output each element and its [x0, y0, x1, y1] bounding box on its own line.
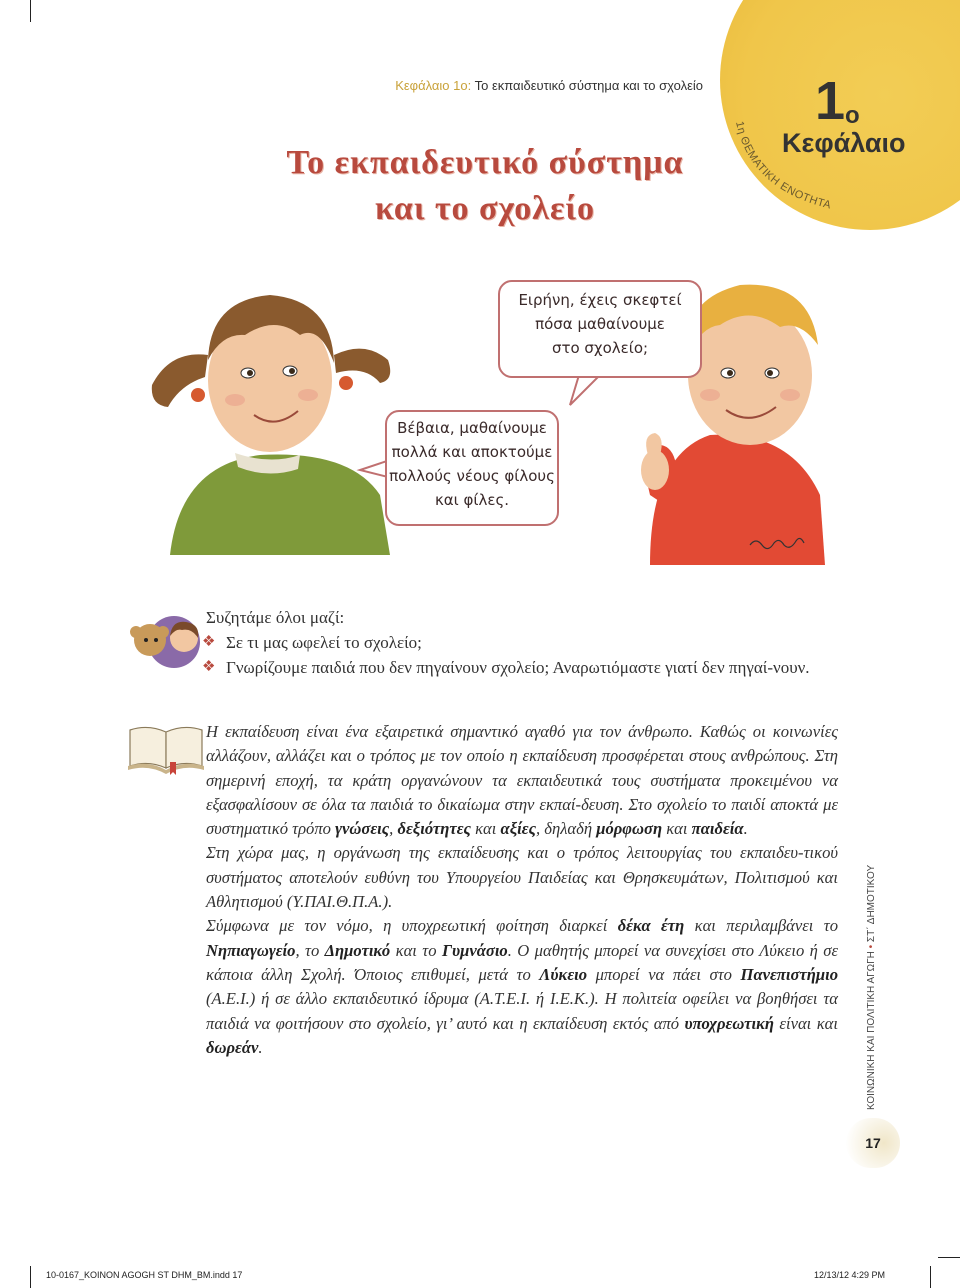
speech-bubble-boy — [498, 280, 702, 378]
running-head — [395, 78, 703, 93]
title-line-1: Το εκπαιδευτικό σύστημα — [286, 144, 684, 181]
slug-date: 12/13/12 4:29 PM — [814, 1270, 886, 1280]
running-head-title: Το εκπαιδευτικό σύστημα και το σχολείο — [474, 78, 703, 93]
bubble-line: στο σχολείο; — [551, 339, 649, 357]
page-title — [250, 140, 720, 232]
bubble-line: Ειρήνη, έχεις σκεφτεί — [518, 291, 682, 309]
open-book-icon — [126, 720, 208, 775]
bubble-line: και φίλες. — [434, 491, 510, 509]
crop-mark — [938, 1257, 960, 1258]
chapter-number: $1_o$ — [815, 71, 860, 131]
title-line-2: και το σχολείο — [374, 190, 596, 227]
side-label: ΚΟΙΝΩΝΙΚΗ ΚΑΙ ΠΟΛΙΤΙΚΗ ΑΓΩΓΗ • ΣΤ΄ ΔΗΜΟΤΙΚΟΥ — [866, 864, 877, 1110]
discussion-icon — [120, 610, 204, 672]
paragraph: Στη χώρα μας, η οργάνωση της εκπαίδευσης και ο τρόπος λειτουργίας του εκπαιδευ-τικού συστήματος αποτελούν ευθύνη του Υπουργείου Παιδείας και Θρησκευμάτων, Πολιτισμού και Αθλητισμού (Υ.ΠΑΙ.Θ.Π.Α.). — [206, 843, 838, 912]
unit-arc-label — [708, 110, 858, 230]
page-number: 17 — [846, 1118, 900, 1168]
diamond-bullet-icon: ❖ — [202, 634, 216, 650]
bubble-line: πολλούς νέους φίλους — [389, 467, 555, 485]
bubble-line: πολλά και αποκτούμε — [391, 443, 553, 461]
bubble-line: Βέβαια, μαθαίνουμε — [397, 419, 547, 437]
main-text — [206, 720, 838, 1060]
speech-bubble-girl — [385, 410, 559, 526]
discussion-item: ❖ Γνωρίζουμε παιδιά που δεν πηγαίνουν σχολείο; Αναρωτιόμαστε γιατί δεν πηγαί-νουν. — [206, 655, 886, 680]
discussion-heading: Συζητάμε όλοι μαζί: — [206, 608, 345, 627]
paragraph: Σύμφωνα με τον νόμο, η υποχρεωτική φοίτηση διαρκεί δέκα έτη και περιλαμβάνει το Νηπιαγωγείο, το Δημοτικό και το Γυμνάσιο. Ο μαθητής μπορεί να συνεχίσει στο Λύκειο ή σε κάποια άλλη Σχολή. Όποιος επιθυμεί, μετά το Λύκειο μπορεί να πάει στο Πανεπιστήμιο (Α.Ε.Ι.) ή σε άλλο εκπαιδευτικό ίδρυμα (Α.Τ.Ε.Ι. ή Ι.Ε.Κ.). Η πολιτεία οφείλει να βοηθήσει τα παιδιά να φοιτήσουν στο σχολείο, γι’ αυτό και η εκπαίδευση εκτός από υποχρεωτική είναι και δωρεάν. — [206, 916, 839, 1057]
paragraph: Η εκπαίδευση είναι ένα εξαιρετικά σημαντικό αγαθό για τον άνθρωπο. Καθώς οι κοινωνίες αλλάζουν, αλλάζει και ο τρόπος με τον οποίο η εκπαίδευση προσφέρεται στους ανθρώπους. Στη σημερινή εποχή, τα κράτη οργανώνουν τα εκπαιδευτικά τους συστήματα προκειμένου να εξασφαλίσουν σε όλα τα παιδιά το δικαίωμα στην εκπαί-δευση. Στο σχολείο το παιδί αποκτά με συστηματικό τρόπο γνώσεις, δεξιότητες και αξίες, δηλαδή μόρφωση και παιδεία. — [206, 722, 838, 839]
running-head-prefix: Κεφάλαιο 1ο: — [395, 78, 472, 93]
bubble-line: πόσα μαθαίνουμε — [535, 315, 665, 333]
print-slug — [0, 1270, 960, 1284]
girl-figure — [152, 295, 390, 555]
discussion-section — [202, 605, 886, 680]
svg-text:1η ΘΕΜΑΤΙΚΗ ΕΝΟΤΗΤΑ: 1η ΘΕΜΑΤΙΚΗ ΕΝΟΤΗΤΑ — [733, 120, 833, 212]
discussion-item: ❖ Σε τι μας ωφελεί το σχολείο; — [206, 630, 886, 655]
slug-file: 10-0167_KOINON AGOGH ST DHM_BM.indd 17 — [46, 1270, 243, 1280]
chapter-word: Κεφάλαιο — [782, 128, 906, 158]
crop-mark — [30, 0, 31, 22]
diamond-bullet-icon: ❖ — [202, 659, 216, 675]
